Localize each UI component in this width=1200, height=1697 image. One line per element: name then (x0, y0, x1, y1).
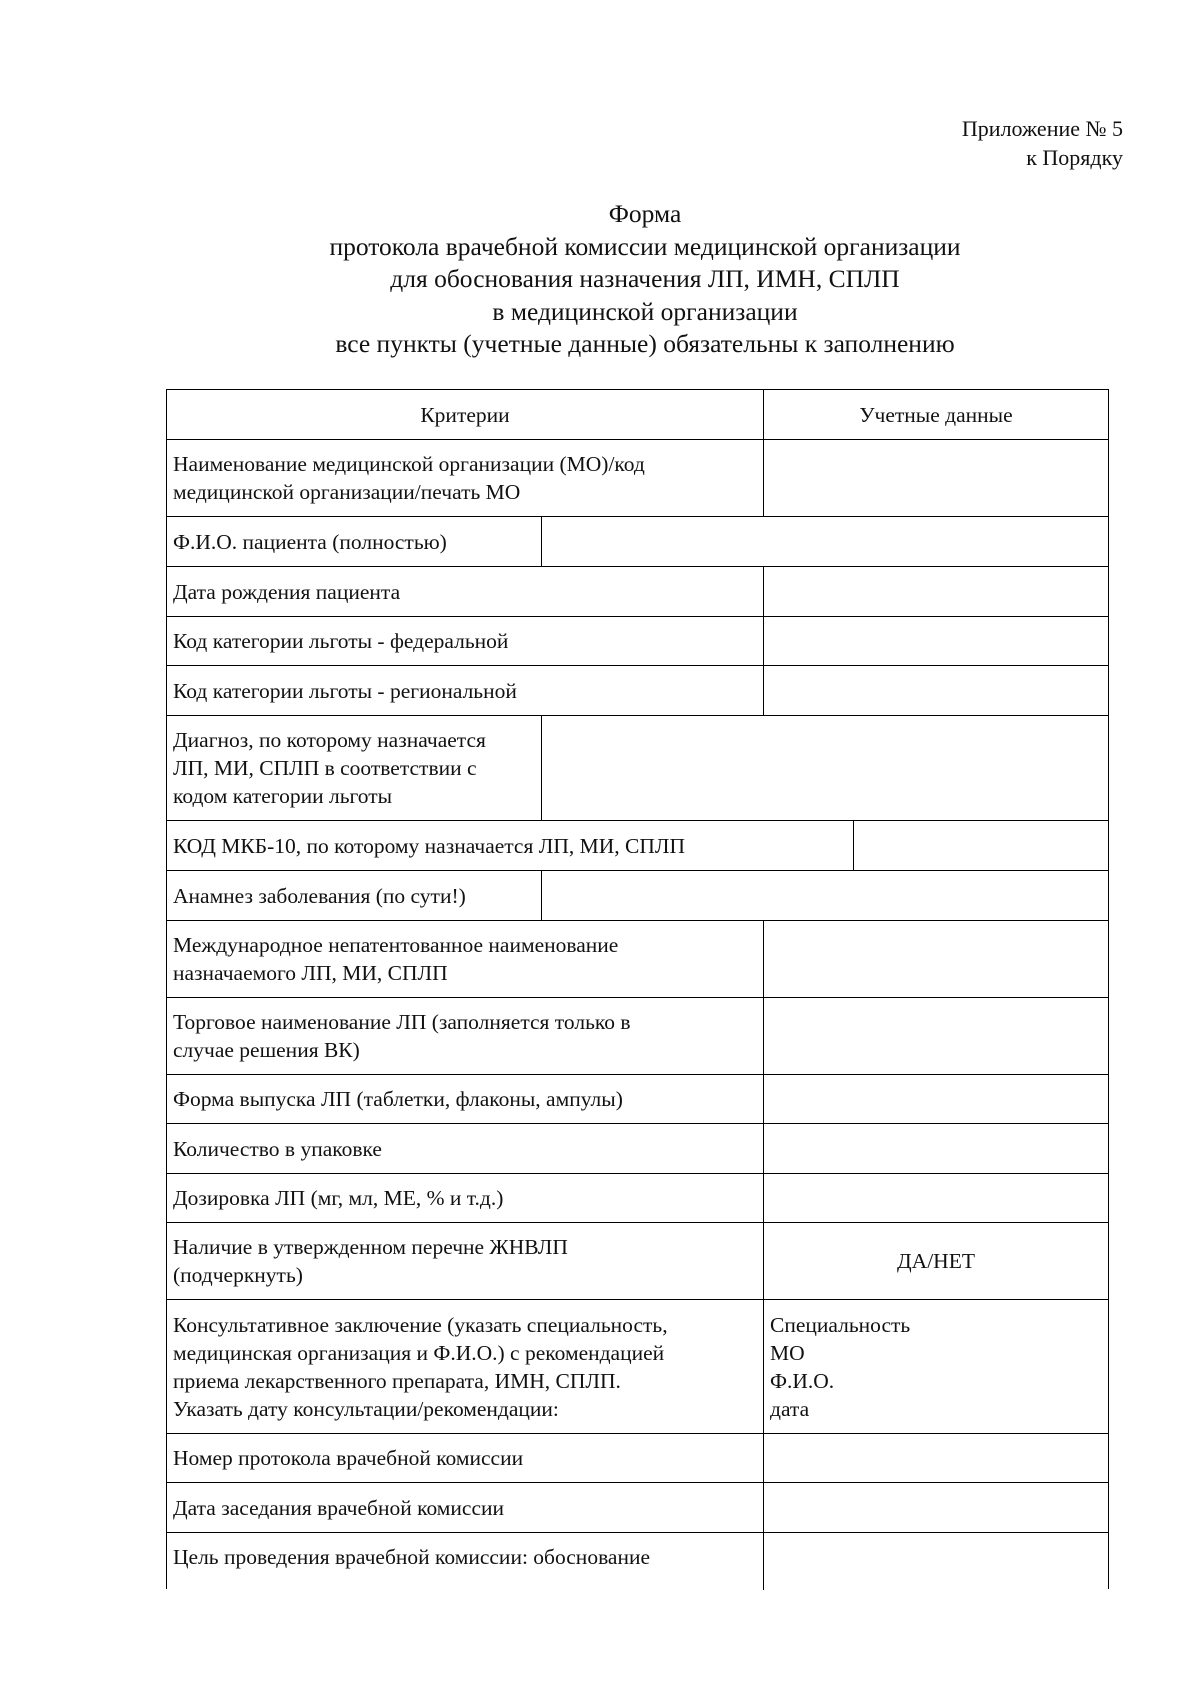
value-cell[interactable] (763, 1533, 1108, 1590)
protocol-table (166, 389, 1109, 1589)
title-line-3: для обоснования назначения ЛП, ИМН, СПЛП (390, 264, 900, 293)
criteria-label: Международное непатентованное наименование назначаемого ЛП, МИ, СПЛП (173, 933, 619, 985)
criteria-label: Форма выпуска ЛП (таблетки, флаконы, ампулы) (173, 1087, 623, 1111)
appendix-to-order: к Порядку (1026, 145, 1123, 170)
value-cell[interactable] (763, 1124, 1108, 1173)
criteria-label: Консультативное заключение (указать специальность, медицинская организация и Ф.И.О.) с рекомендацией приема лекарственного препарата, ИМН, СПЛП. Указать дату консультации/рекомендации: (173, 1312, 668, 1421)
criteria-label: Наличие в утвержденном перечне ЖНВЛП (подчеркнуть) (173, 1235, 568, 1287)
consultation-value[interactable]: Специальность МО Ф.И.О. дата (763, 1300, 1108, 1433)
row-dosage (167, 1174, 1108, 1223)
criteria-label: Количество в упаковке (173, 1136, 382, 1161)
criteria-label: Дозировка ЛП (мг, мл, МЕ, % и т.д.) (173, 1186, 504, 1210)
value-cell[interactable] (763, 666, 1108, 715)
title-line-4: в медицинской организации (492, 296, 798, 326)
row-package-quantity (167, 1124, 1108, 1174)
row-inn-name (167, 921, 1108, 998)
title-line-2: протокола врачебной комиссии медицинской организации (329, 231, 961, 261)
row-release-form (167, 1075, 1108, 1124)
row-meeting-date (167, 1483, 1108, 1533)
value-cell[interactable] (853, 821, 1108, 870)
value-cell[interactable] (763, 998, 1108, 1074)
appendix-number: Приложение № 5 (961, 116, 1123, 141)
criteria-label: Торговое наименование ЛП (заполняется только в случае решения ВК) (173, 1010, 631, 1062)
value-cell[interactable] (541, 871, 1108, 920)
row-trade-name (167, 998, 1108, 1075)
criteria-label: Номер протокола врачебной комиссии (173, 1446, 524, 1470)
criteria-label: Код категории льготы - федеральной (173, 629, 509, 653)
row-diagnosis (167, 716, 1108, 821)
criteria-label: Цель проведения врачебной комиссии: обоснование (173, 1545, 651, 1569)
row-protocol-number (167, 1434, 1108, 1483)
row-commission-purpose (167, 1533, 1108, 1590)
value-cell[interactable] (763, 567, 1108, 616)
value-cell[interactable] (763, 1075, 1108, 1123)
row-consultation (167, 1300, 1108, 1434)
row-regional-benefit (167, 666, 1108, 716)
criteria-label: Код категории льготы - региональной (173, 678, 517, 703)
row-anamnesis (167, 871, 1108, 921)
criteria-label: Наименование медицинской организации (МО)/код медицинской организации/печать МО (173, 452, 645, 504)
row-birth-date (167, 567, 1108, 617)
row-vital-list (167, 1223, 1108, 1300)
value-cell[interactable] (541, 517, 1108, 566)
value-cell[interactable] (763, 921, 1108, 997)
criteria-label: Диагноз, по которому назначается ЛП, МИ, СПЛП в соответствии с кодом категории льготы (173, 728, 486, 808)
row-patient-name (167, 517, 1108, 567)
value-cell[interactable] (763, 440, 1108, 516)
row-icd10-code (167, 821, 1108, 871)
row-federal-benefit (167, 617, 1108, 666)
criteria-label: Дата заседания врачебной комиссии (173, 1495, 505, 1520)
yes-no-value[interactable]: ДА/НЕТ (763, 1223, 1108, 1299)
row-organization (167, 440, 1108, 517)
title-line-5: все пункты (учетные данные) обязательны к заполнению (335, 329, 955, 358)
criteria-label: Анамнез заболевания (по сути!) (173, 883, 466, 908)
table-header-row (167, 390, 1108, 440)
value-cell[interactable] (763, 1483, 1108, 1532)
header-criteria: Критерии (420, 402, 510, 427)
value-cell[interactable] (763, 1174, 1108, 1222)
title-line-1: Форма (608, 199, 682, 228)
criteria-label: КОД МКБ-10, по которому назначается ЛП, МИ, СПЛП (173, 833, 685, 858)
value-cell[interactable] (763, 1434, 1108, 1482)
value-cell[interactable] (763, 617, 1108, 665)
header-data: Учетные данные (763, 390, 1108, 439)
value-cell[interactable] (541, 716, 1108, 820)
document-title (0, 198, 1200, 361)
criteria-label: Дата рождения пациента (173, 579, 401, 604)
appendix-reference (962, 114, 1123, 172)
criteria-label: Ф.И.О. пациента (полностью) (173, 529, 447, 554)
